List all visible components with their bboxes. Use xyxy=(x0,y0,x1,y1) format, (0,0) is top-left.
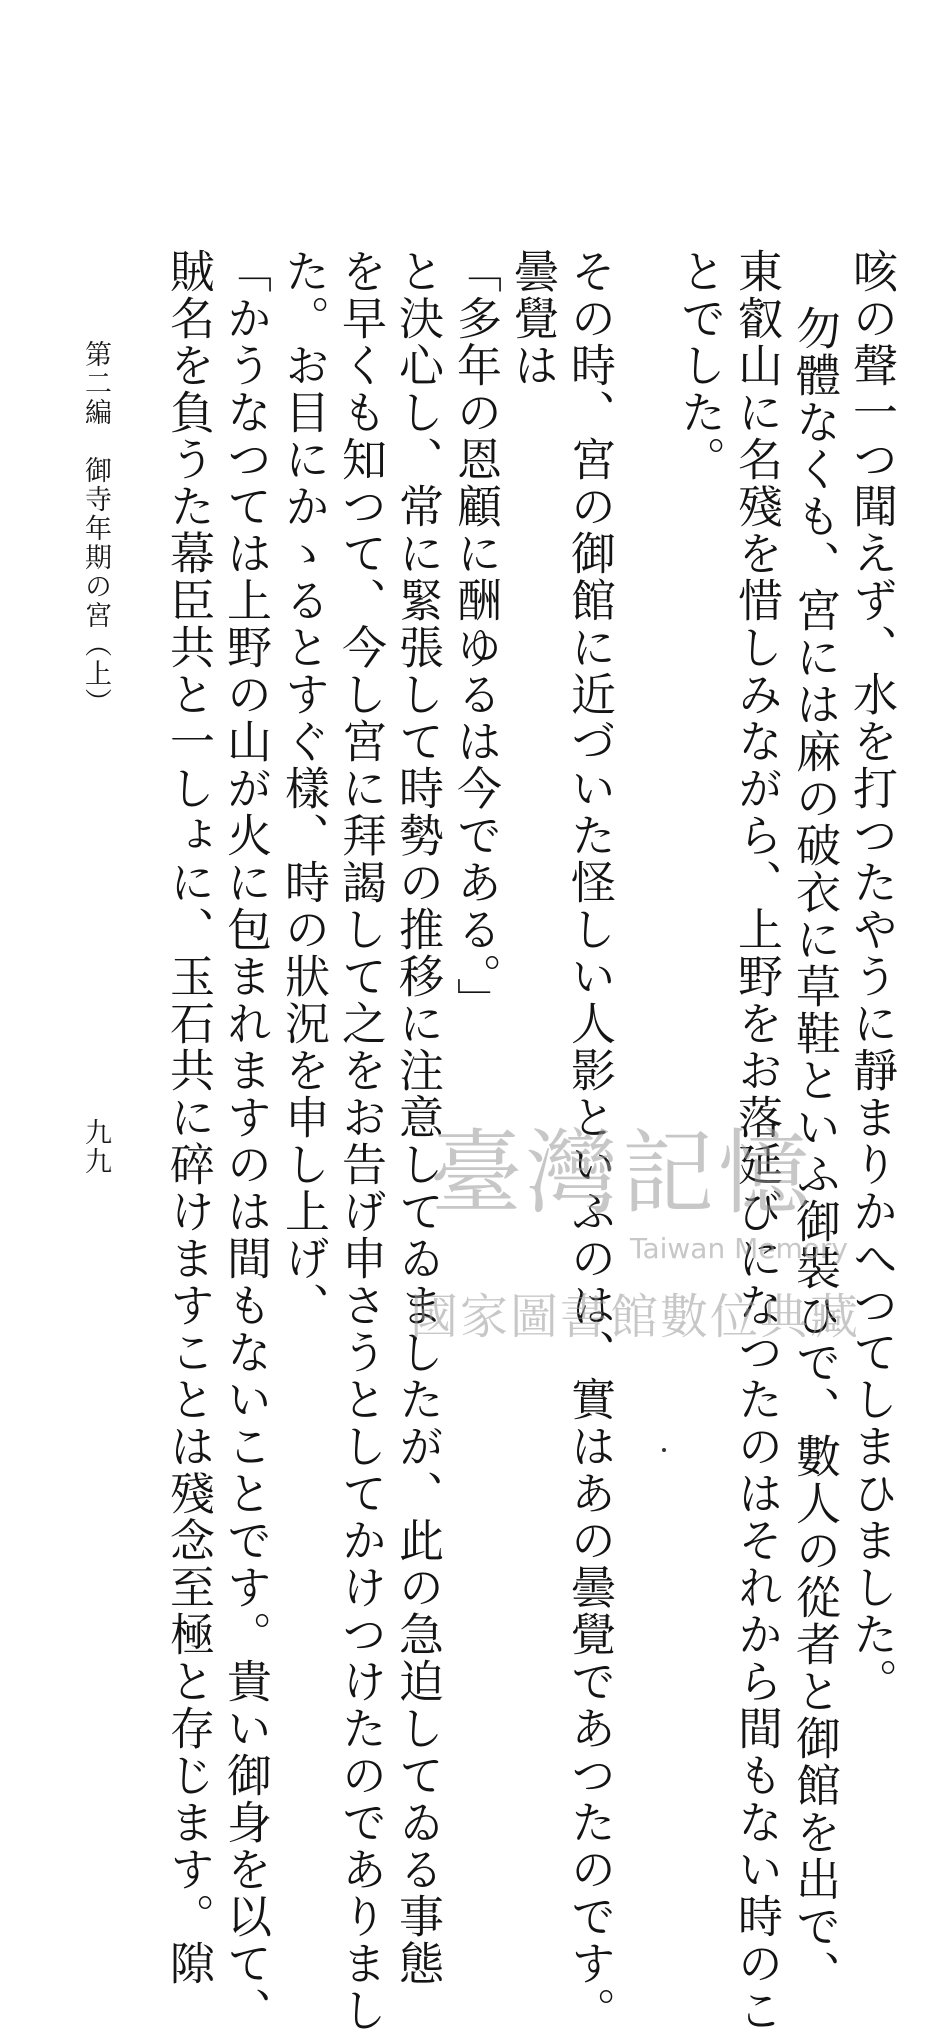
text-column-9: を早くも知つて、今し宮に拜謁して之をお告げ申さうとしてかけつけたのでありまし xyxy=(334,248,387,2034)
scan-speck xyxy=(662,1448,666,1452)
watermark-english: Taiwan Memory xyxy=(630,1232,848,1265)
text-column-8: と決心し、常に緊張して時勢の推移に注意してゐましたが、此の急迫してゐる事態 xyxy=(391,248,444,1987)
text-column-7: 「多年の恩顧に酬ゆるは今である。」 xyxy=(449,248,502,1025)
text-column-10: た。お目にかゝるとすぐ樣、時の狀況を申し上げ、 xyxy=(277,248,330,1329)
text-column-12: 賊名を負うた幕臣共と一しょに、玉石共に碎けますことは殘念至極と存じます。隙 xyxy=(162,248,215,1987)
watermark-chinese: 國家圖書館數位典藏 xyxy=(410,1289,861,1345)
text-column-11: 「かうなつては上野の山が火に包まれますのは間もないことです。貴い御身を以て、 xyxy=(219,248,272,2034)
library-watermark xyxy=(410,1100,880,1345)
text-column-4: とでした。 xyxy=(673,248,726,483)
watermark-logo: 臺灣記憶 xyxy=(430,1120,815,1227)
text-column-6: 曇覺は xyxy=(506,248,559,389)
text-column-1: 咳の聲一つ聞えず、水を打つたやうに靜まりかへつてしまひました。 xyxy=(845,248,898,1705)
text-column-2: 勿體なくも、宮には麻の破衣に草鞋といふ御裝ひで、數人の從者と御館を出で、 xyxy=(788,305,841,1997)
text-column-3: 東叡山に名殘を惜しみながら、上野をお落延びになつたのはそれから間もない時のこ xyxy=(730,248,783,2034)
text-column-5: その時、宮の御館に近づいた怪しい人影といふのは、實はあの曇覺であつたのです。 xyxy=(563,248,616,2034)
page-number: 九九 xyxy=(80,1118,111,1176)
running-footer-title: 第二編 御寺年期の宮（上） xyxy=(80,340,111,717)
